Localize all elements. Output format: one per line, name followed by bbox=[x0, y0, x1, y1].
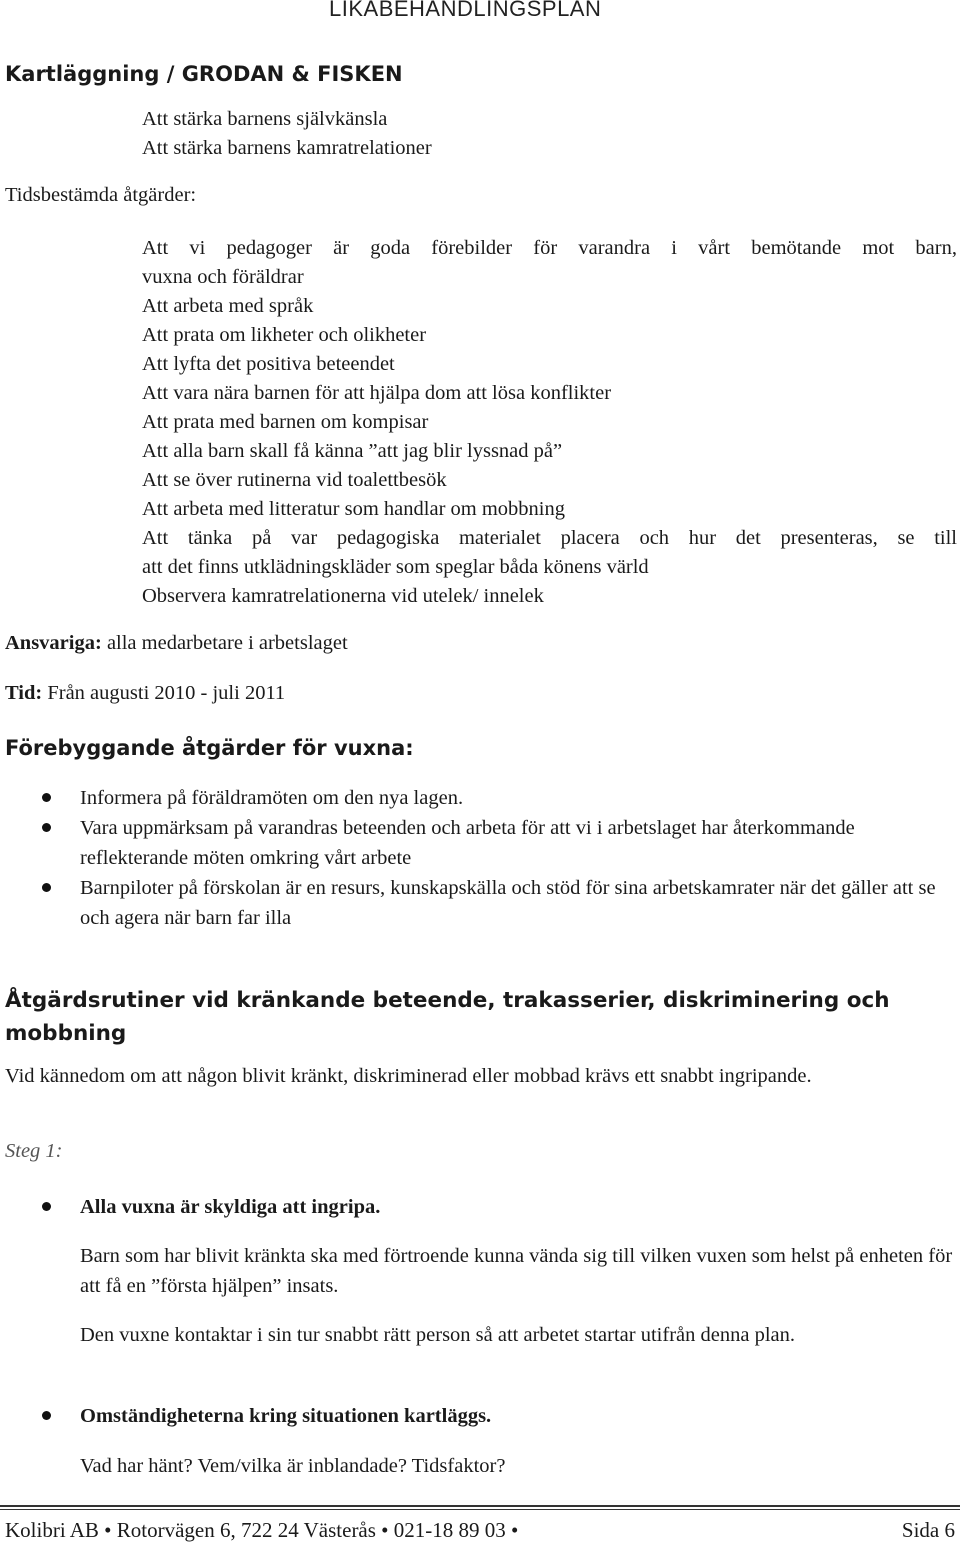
list-item-text: Omständigheterna kring situationen kartläggs. bbox=[80, 1405, 492, 1427]
measure-line: Att se över rutinerna vid toalettbesök bbox=[142, 469, 447, 491]
measure-line: Observera kamratrelationerna vid utelek/ innelek bbox=[142, 585, 544, 607]
time-label: Tid: bbox=[5, 682, 43, 704]
responsible-line bbox=[5, 632, 348, 655]
list-item-text: Alla vuxna är skyldiga att ingripa. bbox=[80, 1196, 381, 1218]
measure-line: Att vi pedagoger är goda förebilder för varandra i vårt bemötande mot barn, bbox=[142, 237, 957, 259]
measure-line: Att arbeta med språk bbox=[142, 295, 314, 317]
measure-line: vuxna och föräldrar bbox=[142, 266, 304, 288]
footer-address: Kolibri AB • Rotorvägen 6, 722 24 Västerås • 021-18 89 03 • bbox=[5, 1518, 519, 1542]
goal-item: Att stärka barnens självkänsla bbox=[142, 108, 388, 130]
time-line bbox=[5, 682, 285, 705]
section-heading-routines: Åtgärdsrutiner vid kränkande beteende, trakasserier, diskriminering och mobbning bbox=[5, 988, 890, 1046]
measure-line: Att vara nära barnen för att hjälpa dom att lösa konflikter bbox=[142, 382, 612, 404]
routines-intro: Vid kännedom om att någon blivit kränkt, diskriminerad eller mobbad krävs ett snabbt ingripande. bbox=[5, 1065, 812, 1087]
timed-measures-label: Tidsbestämda åtgärder: bbox=[5, 184, 197, 206]
measure-line: att det finns utklädningskläder som speglar båda könens värld bbox=[142, 556, 649, 578]
section-heading-preventive: Förebyggande åtgärder för vuxna: bbox=[5, 736, 414, 760]
goal-item: Att stärka barnens kamratrelationer bbox=[142, 137, 432, 159]
measure-line: Att prata med barnen om kompisar bbox=[142, 411, 429, 433]
paragraph: Den vuxne kontaktar i sin tur snabbt rätt person så att arbetet startar utifrån denna plan. bbox=[80, 1324, 795, 1346]
goals-list bbox=[142, 105, 432, 163]
footer-divider bbox=[0, 1509, 960, 1510]
bullet-icon bbox=[42, 883, 51, 892]
measures-list bbox=[142, 234, 957, 611]
bullet-icon bbox=[42, 823, 51, 832]
list-item-text: Vara uppmärksam på varandras beteenden och arbeta för att vi i arbetslaget har återkommande reflekterande möten omkring vårt arbete bbox=[80, 817, 855, 869]
measure-line: Att tänka på var pedagogiska materialet placera och hur det presenteras, se till bbox=[142, 527, 957, 549]
bullet-icon bbox=[42, 1411, 51, 1420]
list-item-text: Informera på föräldramöten om den nya lagen. bbox=[80, 787, 464, 809]
bullet-icon bbox=[42, 793, 51, 802]
time-value: Från augusti 2010 - juli 2011 bbox=[42, 682, 286, 704]
measure-line: Att arbeta med litteratur som handlar om mobbning bbox=[142, 498, 565, 520]
measure-line: Att prata om likheter och olikheter bbox=[142, 324, 427, 346]
measure-line: Att lyfta det positiva beteendet bbox=[142, 353, 395, 375]
paragraph: Barn som har blivit kränkta ska med förtroende kunna vända sig till vilken vuxen som helst på enheten för att få en ”första hjälpen” insats. bbox=[80, 1245, 953, 1297]
responsible-label: Ansvariga: bbox=[5, 632, 102, 654]
step-label: Steg 1: bbox=[5, 1140, 63, 1162]
footer-page-number: Sida 6 bbox=[901, 1518, 955, 1542]
list-item-text: Barnpiloter på förskolan är en resurs, kunskapskälla och stöd för sina arbetskamrater när det gäller att se och agera när barn far illa bbox=[80, 877, 936, 929]
document-header-title: LIKABEHANDLINGSPLAN bbox=[329, 0, 602, 21]
responsible-value: alla medarbetare i arbetslaget bbox=[101, 632, 348, 654]
footer-divider bbox=[0, 1505, 960, 1507]
measure-line: Att alla barn skall få känna ”att jag blir lyssnad på” bbox=[142, 440, 563, 462]
paragraph: Vad har hänt? Vem/vilka är inblandade? Tidsfaktor? bbox=[80, 1455, 506, 1477]
section-heading-kartlaggning: Kartläggning / GRODAN & FISKEN bbox=[5, 62, 403, 86]
bullet-icon bbox=[42, 1202, 51, 1211]
